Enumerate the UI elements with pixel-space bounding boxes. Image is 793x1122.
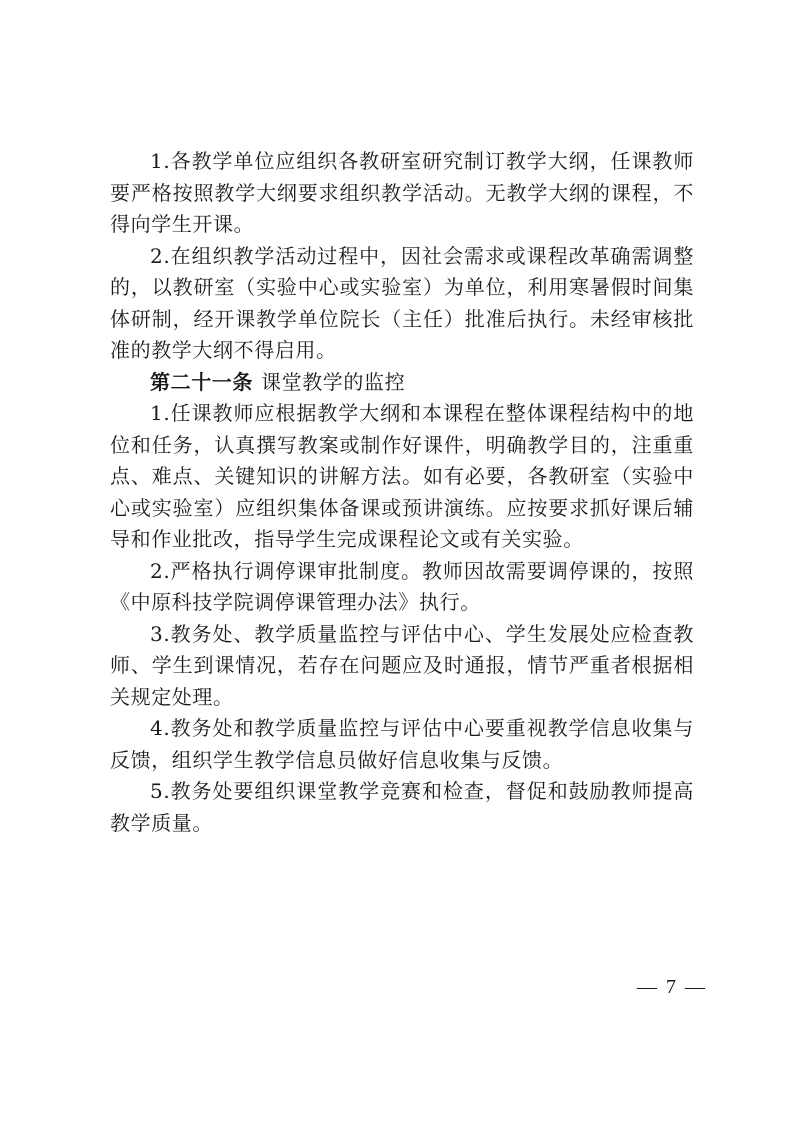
article-title: 课堂教学的监控 — [261, 369, 406, 394]
page-number: — 7 — — [637, 976, 707, 998]
document-body — [110, 146, 694, 839]
paragraph-5: 3.教务处、教学质量监控与评估中心、学生发展处应检查教师、学生到课情况，若存在问题应及时通报，情节严重者根据相关规定处理。 — [110, 621, 694, 709]
paragraph-1: 1.各教学单位应组织各教研室研究制订教学大纲，任课教师要严格按照教学大纲要求组织教学活动。无教学大纲的课程，不得向学生开课。 — [110, 149, 694, 236]
paragraph-3: 1.任课教师应根据教学大纲和本课程在整体课程结构中的地位和任务，认真撰写教案或制作好课件，明确教学目的，注重重点、难点、关键知识的讲解方法。如有必要，各教研室（实验中心或实验室）应组织集体备课或预讲演练。应按要求抓好课后辅导和作业批改，指导学生完成课程论文或有关实验。 — [110, 401, 694, 551]
article-number: 第二十一条 — [150, 369, 253, 394]
paragraph-7: 5.教务处要组织课堂教学竞赛和检查，督促和鼓励教师提高教学质量。 — [110, 779, 694, 835]
paragraph-2: 2.在组织教学活动过程中，因社会需求或课程改革确需调整的，以教研室（实验中心或实验室）为单位，利用寒暑假时间集体研制，经开课教学单位院长（主任）批准后执行。未经审核批准的教学大纲不得启用。 — [110, 243, 694, 362]
paragraph-4: 2.严格执行调停课审批制度。教师因故需要调停课的，按照《中原科技学院调停课管理办法》执行。 — [110, 558, 694, 614]
article-heading — [110, 367, 694, 399]
paragraph-6: 4.教务处和教学质量监控与评估中心要重视教学信息收集与反馈，组织学生教学信息员做好信息收集与反馈。 — [110, 716, 694, 772]
